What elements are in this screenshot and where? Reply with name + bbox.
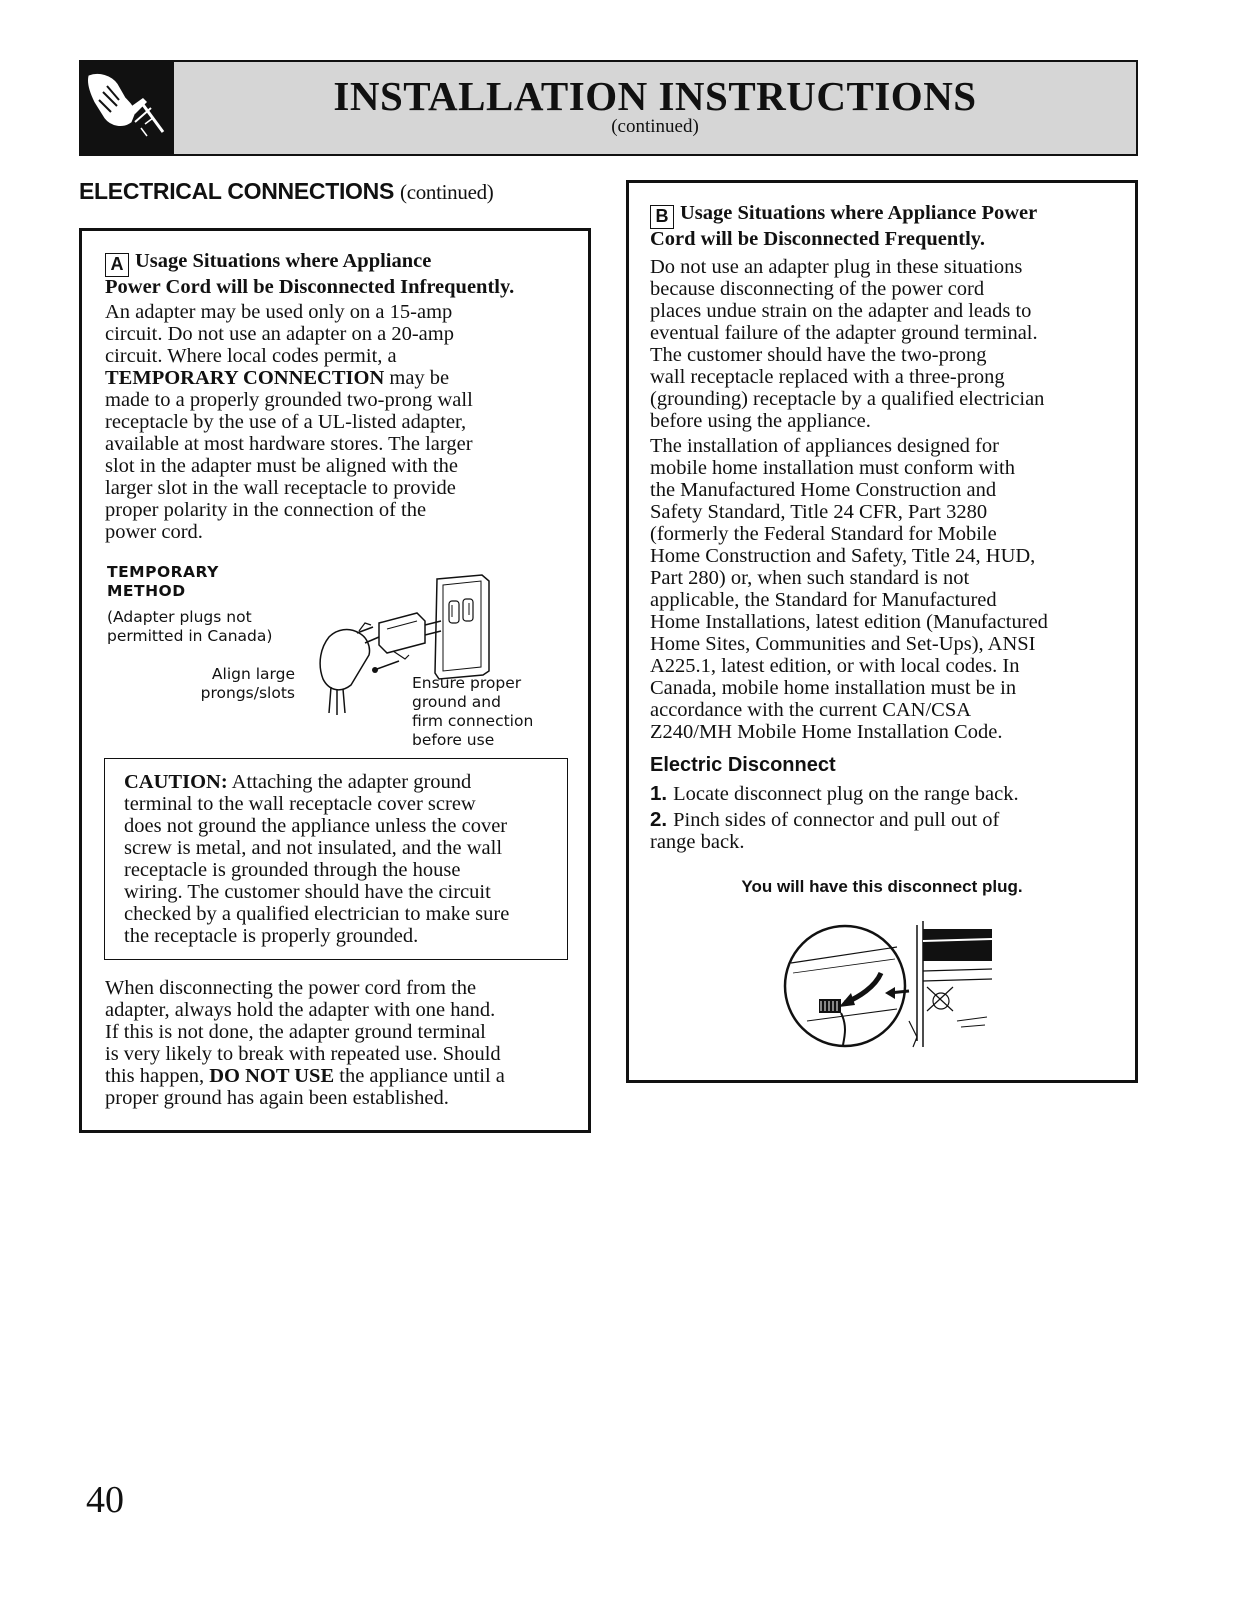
caution-label: CAUTION: — [124, 771, 228, 793]
box-a-para2-bold: DO NOT USE — [209, 1065, 335, 1087]
box-a-letter: A — [105, 253, 129, 277]
box-b — [626, 180, 1138, 1083]
page-title: INSTALLATION INSTRUCTIONS — [333, 73, 977, 119]
temporary-method-label: TEMPORARY METHOD — [107, 563, 219, 600]
box-b-title-text: Usage Situations where Appliance Power Cord will be Disconnected Frequently. — [650, 202, 1038, 250]
box-a — [79, 228, 591, 1133]
box-b-letter: B — [650, 205, 674, 229]
caution-body: Attaching the adapter ground terminal to the wall receptacle cover screw does not ground the appliance unless the cover screw is metal, and not insulated, and the wall receptacle is grounded through the house wiring. The customer should have the circuit checked by a qualified electrician to make sure the receptacle is properly grounded. — [124, 771, 510, 947]
page-header — [79, 60, 1138, 156]
page-subtitle: (continued) — [611, 116, 699, 137]
disconnect-plug-caption: You will have this disconnect plug. — [741, 877, 1023, 896]
section-title: ELECTRICAL CONNECTIONS — [79, 178, 394, 204]
step-1-text: Locate disconnect plug on the range back. — [673, 783, 1019, 805]
box-a-para2 — [105, 977, 575, 1109]
box-b-para1: Do not use an adapter plug in these situations because disconnecting of the power cord places undue strain on the adapter and leads to eventual failure of the adapter ground terminal. The customer should have the two-prong wall receptacle replaced with a three-prong (grounding) receptacle by a qualified electrician before using the appliance. — [650, 256, 1045, 432]
adapter-note: (Adapter plugs not permitted in Canada) — [107, 608, 273, 645]
step-2-text: Pinch sides of connector and pull out of range back. — [650, 809, 1000, 853]
box-a-para1-b: may be made to a properly grounded two-prong wall receptacle by the use of a UL-listed adapter, available at most hardware stores. The larger slot in the adapter must be aligned with the larger slot in the wall receptacle to provide proper polarity in the connection of the power cord. — [105, 367, 473, 543]
page-number: 40 — [86, 1479, 124, 1521]
step-2-number: 2. — [650, 808, 668, 831]
box-b-title — [650, 203, 1037, 250]
disconnect-step-2 — [650, 809, 1130, 853]
caution-text — [124, 771, 564, 947]
box-b-para2: The installation of appliances designed for mobile home installation must conform with the Manufactured Home Construction and Safety Standard, Title 24 CFR, Part 3280 (formerly the Federal Standard for Mobile Home Construction and Safety, Title 24, HUD, Part 280) or, when such standard is not applicable, the Standard for Manufactured Home Installations, latest edition (Manufactured Home Sites, Communities and Set-Ups), ANSI A225.1, latest edition, or with local codes. In Canada, mobile home installation must be in accordance with the current CAN/CSA Z240/MH Mobile Home Installation Code. — [650, 435, 1048, 743]
box-a-title-text: Usage Situations where Appliance Power Cord will be Disconnected Infrequently. — [105, 250, 515, 298]
align-prongs-callout: Align large prongs/slots — [200, 665, 295, 702]
box-a-para1-a: An adapter may be used only on a 15-amp circuit. Do not use an adapter on a 20-amp circuit. Where local codes permit, a — [105, 301, 454, 367]
caution-box — [104, 758, 568, 960]
adapter-plug-illustration — [307, 571, 507, 721]
box-a-title — [105, 251, 514, 298]
hand-screwdriver-icon — [81, 62, 174, 154]
step-1-number: 1. — [650, 782, 668, 805]
box-a-para2-b: the appliance until a proper ground has again been established. — [105, 1065, 505, 1109]
section-heading — [79, 178, 494, 205]
box-a-para2-a: When disconnecting the power cord from the adapter, always hold the adapter with one hand. If this is not done, the adapter ground terminal is very likely to break with repeated use. Should this happen, — [105, 977, 501, 1087]
section-continued: (continued) — [400, 180, 494, 204]
box-a-para1 — [105, 301, 575, 543]
box-a-para1-bold: TEMPORARY CONNECTION — [105, 367, 385, 389]
disconnect-step-1 — [650, 783, 1130, 805]
ground-connection-callout: Ensure proper ground and firm connection before use — [412, 674, 534, 749]
electric-disconnect-heading: Electric Disconnect — [650, 754, 836, 776]
disconnect-plug-illustration — [777, 921, 1002, 1051]
